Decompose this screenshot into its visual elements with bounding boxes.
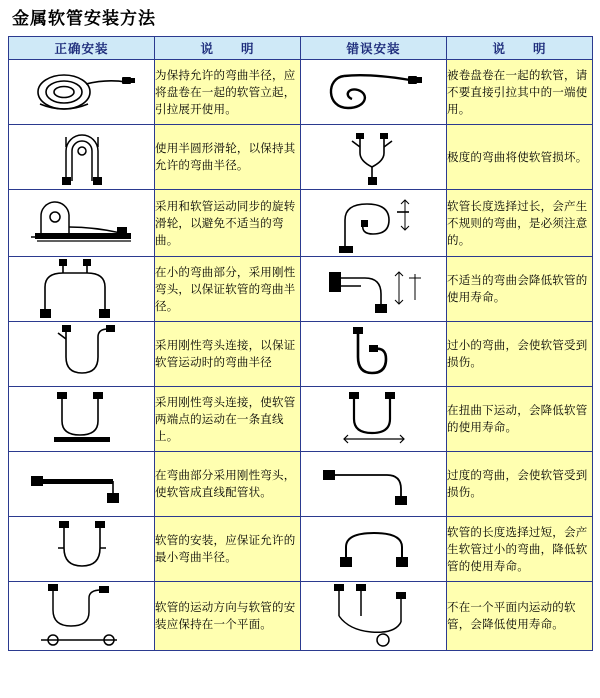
installation-methods-table xyxy=(8,36,593,651)
hose-twisting-motion-icon xyxy=(301,389,446,449)
description-wrong: 软管长度选择过长，会产生不规则的弯曲，是必须注意的。 xyxy=(447,190,593,257)
over-long-hose-irregular-bend-icon xyxy=(301,190,446,256)
figure-cell-wrong xyxy=(301,257,447,322)
figure-cell-wrong xyxy=(301,322,447,387)
hose-motion-out-of-plane-icon xyxy=(301,582,446,650)
description-correct: 采用和软管运动同步的旋转滑轮，以避免不适当的弯曲。 xyxy=(155,190,301,257)
figure-cell-wrong xyxy=(301,125,447,190)
description-wrong: 过度的弯曲，会使软管受到损伤。 xyxy=(447,452,593,517)
description-wrong: 在扭曲下运动，会降低软管的使用寿命。 xyxy=(447,387,593,452)
figure-cell-wrong xyxy=(301,517,447,582)
description-wrong: 极度的弯曲将使软管损坏。 xyxy=(447,125,593,190)
hose-over-semicircular-pulley-icon xyxy=(9,127,154,187)
hose-installed-with-min-bend-radius-icon xyxy=(9,518,154,580)
table-row xyxy=(9,452,593,517)
rigid-elbow-ends-in-straight-line-icon xyxy=(9,389,154,449)
straight-pipe-with-rigid-elbow-icon xyxy=(9,459,154,509)
rotating-pulley-synchronized-with-hose-icon xyxy=(9,193,154,253)
figure-cell-wrong xyxy=(301,60,447,125)
coiled-hose-standing-upright-icon xyxy=(9,64,154,120)
header-correct-description: 说 明 xyxy=(155,37,301,60)
table-row xyxy=(9,517,593,582)
table-row xyxy=(9,582,593,651)
description-correct: 采用刚性弯头连接，以保证软管运动时的弯曲半径 xyxy=(155,322,301,387)
figure-cell-wrong xyxy=(301,452,447,517)
figure-cell-correct xyxy=(9,322,155,387)
figure-cell-wrong xyxy=(301,387,447,452)
description-correct: 在小的弯曲部分，采用刚性弯头，以保证软管的弯曲半径。 xyxy=(155,257,301,322)
description-correct: 在弯曲部分采用刚性弯头，使软管成直线配管状。 xyxy=(155,452,301,517)
table-row xyxy=(9,60,593,125)
description-wrong: 软管的长度选择过短，会产生软管过小的弯曲，降低软管的使用寿命。 xyxy=(447,517,593,582)
table-row xyxy=(9,322,593,387)
rigid-elbow-connection-u-shape-icon xyxy=(9,323,154,385)
too-small-bend-radius-u-shape-icon xyxy=(301,323,446,385)
hose-sharply-bent-no-pulley-icon xyxy=(301,127,446,187)
description-correct: 为保持允许的弯曲半径，应将盘卷在一起的软管立起，引拉展开使用。 xyxy=(155,60,301,125)
figure-cell-wrong xyxy=(301,190,447,257)
figure-cell-correct xyxy=(9,387,155,452)
figure-cell-correct xyxy=(9,60,155,125)
description-correct: 采用刚性弯头连接，使软管两端点的运动在一条直线上。 xyxy=(155,387,301,452)
description-wrong: 不适当的弯曲会降低软管的使用寿命。 xyxy=(447,257,593,322)
figure-cell-wrong xyxy=(301,582,447,651)
hose-too-long-small-bend-radius-icon xyxy=(301,521,446,577)
description-wrong: 被卷盘卷在一起的软管，请不要直接引拉其中的一端使用。 xyxy=(447,60,593,125)
header-wrong-install: 错误安装 xyxy=(301,37,447,60)
excessive-bend-at-corner-icon xyxy=(301,459,446,509)
figure-cell-correct xyxy=(9,582,155,651)
table-row xyxy=(9,257,593,322)
coiled-hose-pulled-from-one-end-icon xyxy=(301,64,446,120)
description-correct: 软管的运动方向与软管的安装应保持在一个平面。 xyxy=(155,582,301,651)
hose-motion-in-same-plane-icon xyxy=(9,582,154,650)
figure-cell-correct xyxy=(9,452,155,517)
table-header-row xyxy=(9,37,593,60)
figure-cell-correct xyxy=(9,125,155,190)
header-wrong-description: 说 明 xyxy=(447,37,593,60)
improper-tight-bend-at-fitting-icon xyxy=(301,260,446,318)
header-correct-install: 正确安装 xyxy=(9,37,155,60)
page-title: 金属软管安装方法 xyxy=(12,9,156,29)
table-row xyxy=(9,387,593,452)
table-row xyxy=(9,190,593,257)
description-wrong: 过小的弯曲，会使软管受到损伤。 xyxy=(447,322,593,387)
figure-cell-correct xyxy=(9,257,155,322)
figure-cell-correct xyxy=(9,517,155,582)
table-row xyxy=(9,125,593,190)
description-wrong: 不在一个平面内运动的软管，会降低使用寿命。 xyxy=(447,582,593,651)
figure-cell-correct xyxy=(9,190,155,257)
description-correct: 软管的安装，应保证允许的最小弯曲半径。 xyxy=(155,517,301,582)
description-correct: 使用半圆形滑轮，以保持其允许的弯曲半径。 xyxy=(155,125,301,190)
rigid-elbow-at-small-bend-icon xyxy=(9,257,154,321)
